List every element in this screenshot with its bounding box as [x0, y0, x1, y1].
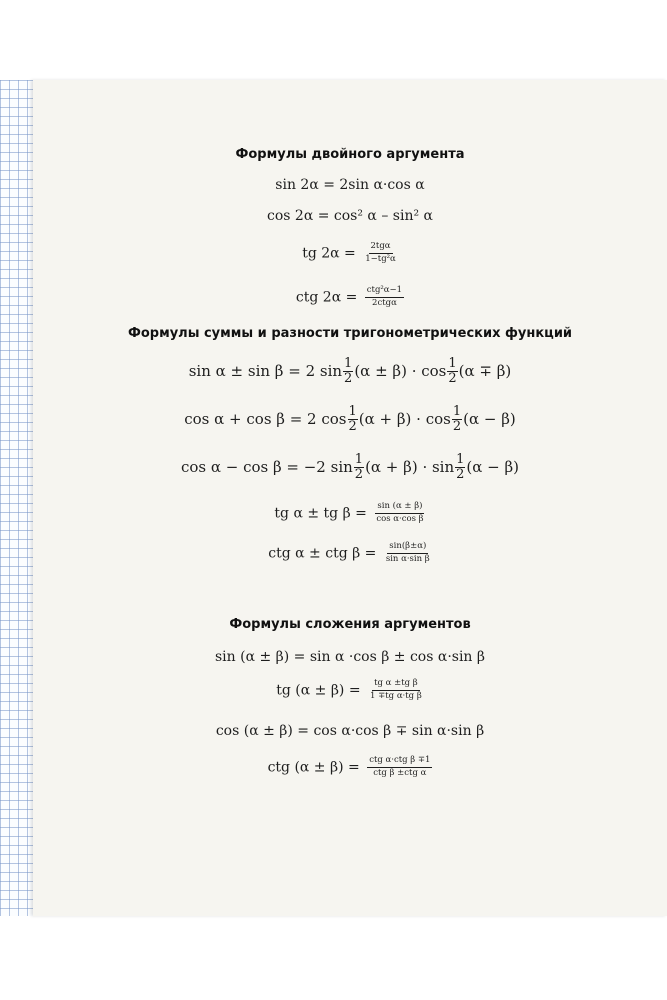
- denominator: 2: [344, 371, 353, 387]
- denominator: cos α·cos β: [376, 513, 424, 524]
- formula-ctg-addition: [33, 756, 667, 779]
- formula-lhs: tg 2α =: [302, 245, 356, 262]
- half-fraction: [455, 453, 465, 483]
- half-fraction: [452, 405, 462, 435]
- formula-sin-sum: [33, 357, 667, 387]
- graph-paper-strip: [0, 80, 36, 916]
- numerator: sin (α ± β): [375, 502, 424, 514]
- formula-ctg-sum: [33, 542, 667, 565]
- denominator: 2: [448, 371, 457, 387]
- formula-part: (α ± β) · cos: [354, 361, 447, 380]
- formula-lhs: tg α ± tg β =: [274, 505, 367, 522]
- half-fraction: [348, 405, 358, 435]
- numerator: 1: [452, 404, 462, 419]
- formula-lhs: ctg 2α =: [295, 289, 358, 306]
- fraction: [374, 502, 425, 525]
- half-fraction: [354, 453, 364, 483]
- numerator: 1: [354, 452, 364, 467]
- numerator: ctg α·ctg β ∓1: [367, 756, 432, 768]
- formula-part: cos α − cos β = −2 sin: [180, 457, 353, 476]
- numerator: tg α ±tg β: [372, 679, 420, 691]
- formula-lhs: ctg (α ± β) =: [267, 759, 360, 776]
- numerator: 1: [456, 452, 465, 467]
- formula-part: (α ∓ β): [458, 361, 512, 380]
- denominator: 1 ∓tg α·tg β: [370, 690, 422, 701]
- formula-cos-sum: [33, 405, 667, 435]
- formula-sin-2a: sin 2α = 2sin α·cos α: [275, 177, 425, 193]
- formula-sin-addition: sin (α ± β) = sin α ·cos β ± cos α·sin β: [214, 649, 485, 665]
- denominator: sin α·sin β: [385, 553, 430, 564]
- formula-lhs: ctg α ± ctg β =: [268, 545, 377, 562]
- fraction: [384, 542, 432, 565]
- numerator: 1: [344, 356, 353, 371]
- formula-lhs: tg (α ± β) =: [276, 682, 361, 699]
- formula-sheet: [33, 80, 667, 916]
- formula-ctg-2a: [33, 286, 667, 309]
- denominator: 2: [348, 419, 357, 435]
- fraction: [368, 679, 424, 702]
- numerator: 1: [448, 356, 457, 371]
- formula-cos-2a: cos 2α = cos² α – sin² α: [267, 208, 433, 224]
- formula-part: cos α + cos β = 2 cos: [184, 409, 347, 428]
- half-fraction: [447, 357, 457, 387]
- fraction: [363, 242, 398, 265]
- formula-tg-sum: [33, 502, 667, 525]
- numerator: 2tgα: [369, 242, 393, 254]
- heading-addition: Формулы сложения аргументов: [229, 617, 471, 632]
- denominator: 2: [354, 467, 364, 483]
- formula-part: sin α ± sin β = 2 sin: [188, 361, 343, 380]
- heading-sum-difference: Формулы суммы и разности тригонометрических функций: [127, 326, 573, 341]
- numerator: ctg²α−1: [365, 286, 404, 298]
- fraction: [365, 286, 404, 309]
- formula-part: (α − β): [466, 457, 520, 476]
- formula-cos-difference: [33, 453, 667, 483]
- denominator: 2: [452, 419, 462, 435]
- formula-part: (α + β) · sin: [365, 457, 455, 476]
- numerator: 1: [348, 404, 357, 419]
- fraction: [367, 756, 432, 779]
- formula-part: (α − β): [463, 409, 516, 428]
- formula-cos-addition: cos (α ± β) = cos α·cos β ∓ sin α·sin β: [215, 723, 485, 739]
- formula-tg-addition: [33, 679, 667, 702]
- numerator: sin(β±α): [387, 542, 428, 554]
- heading-double-argument: Формулы двойного аргумента: [235, 147, 465, 162]
- denominator: ctg β ±ctg α: [373, 767, 427, 778]
- denominator: 2ctgα: [372, 297, 397, 308]
- denominator: 2: [456, 467, 465, 483]
- formula-tg-2a: [33, 242, 667, 265]
- denominator: 1−tg²α: [365, 253, 396, 264]
- half-fraction: [343, 357, 353, 387]
- formula-part: (α + β) · cos: [358, 409, 451, 428]
